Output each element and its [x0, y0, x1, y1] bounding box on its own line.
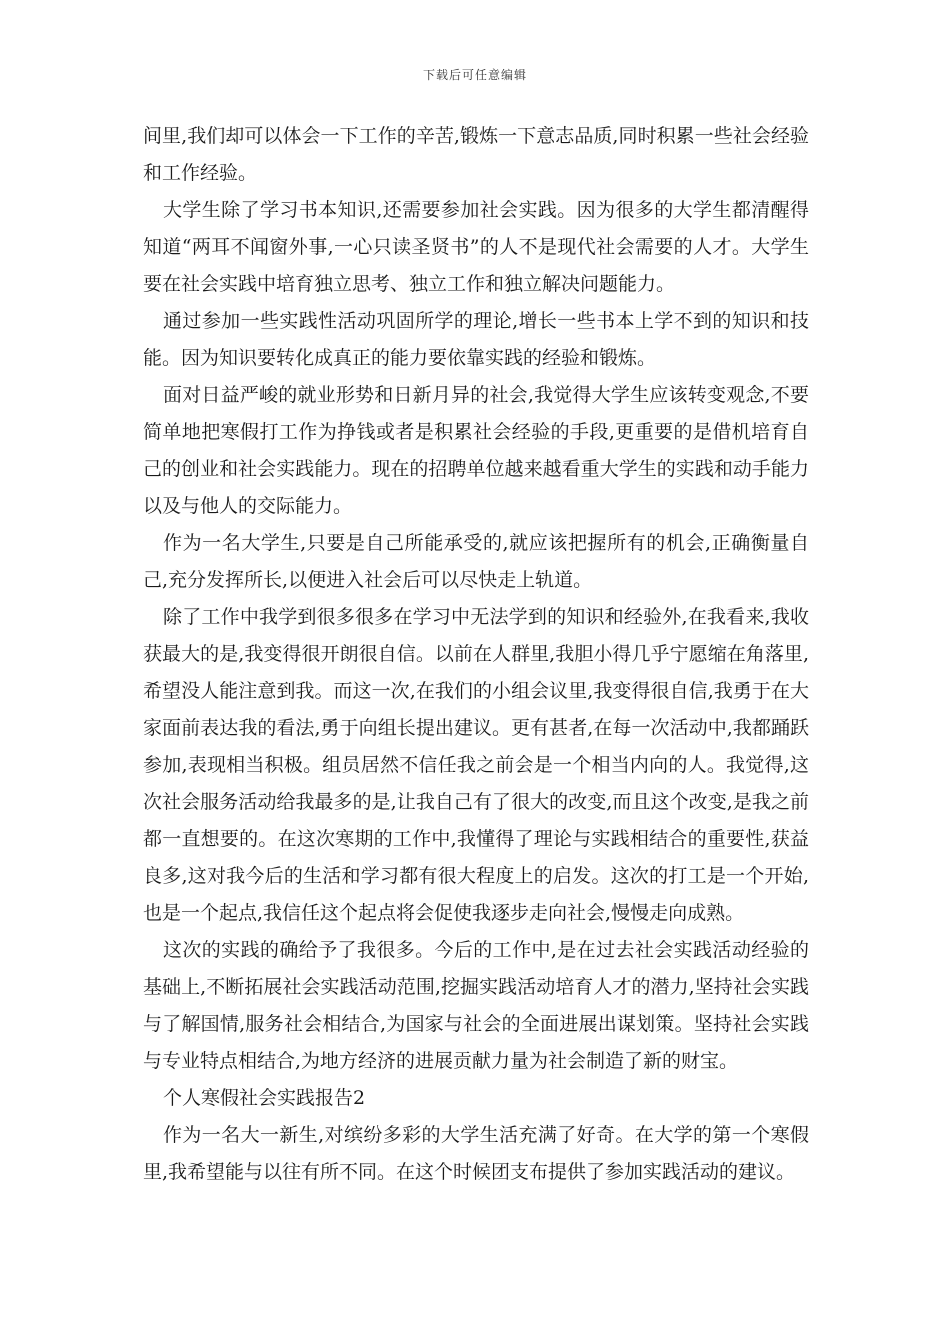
paragraph-8: 作为一名大一新生,对缤纷多彩的大学生活充满了好奇。在大学的第一个寒假里,我希望能与以往有所不同。在这个时候团支布提供了参加实践活动的建议。 — [143, 1124, 809, 1183]
paragraph-7: 这次的实践的确给予了我很多。今后的工作中,是在过去社会实践活动经验的基础上,不断拓展社会实践活动范围,挖掘实践活动培育人才的潜力,坚持社会实践与了解国情,服务社会相结合,为国家与社会的全面进展出谋划策。坚持社会实践与专业特点相结合,为地方经济的进展贡献力量为社会制造了新的财宝。 — [143, 939, 809, 1072]
paragraph-6: 除了工作中我学到很多很多在学习中无法学到的知识和经验外,在我看来,我收获最大的是,我变得很开朗很自信。以前在人群里,我胆小得几乎宁愿缩在角落里,希望没人能注意到我。而这一次,在我们的小组会议里,我变得很自信,我勇于在大家面前表达我的看法,勇于向组长提出建议。更有甚者,在每一次活动中,我都踊跃参加,表现相当积极。组员居然不信任我之前会是一个相当内向的人。我觉得,这次社会服务活动给我最多的是,让我自己有了很大的改变,而且这个改变,是我之前都一直想要的。在这次寒期的工作中,我懂得了理论与实践相结合的重要性,获益良多,这对我今后的生活和学习都有很大程度上的启发。这次的打工是一个开始,也是一个起点,我信任这个起点将会促使我逐步走向社会,慢慢走向成熟。 — [143, 606, 809, 924]
paragraph-3: 通过参加一些实践性活动巩固所学的理论,增长一些书本上学不到的知识和技能。因为知识要转化成真正的能力要依靠实践的经验和锻炼。 — [143, 310, 809, 369]
paragraph-1: 间里,我们却可以体会一下工作的辛苦,锻炼一下意志品质,同时积累一些社会经验和工作经验。 — [143, 125, 809, 184]
paragraph-5: 作为一名大学生,只要是自己所能承受的,就应该把握所有的机会,正确衡量自己,充分发挥所长,以便进入社会后可以尽快走上轨道。 — [143, 532, 809, 591]
paragraph-4: 面对日益严峻的就业形势和日新月异的社会,我觉得大学生应该转变观念,不要简单地把寒假打工作为挣钱或者是积累社会经验的手段,更重要的是借机培育自己的创业和社会实践能力。现在的招聘单位越来越看重大学生的实践和动手能力以及与他人的交际能力。 — [143, 384, 809, 517]
page-header: 下载后可任意编辑 — [422, 68, 527, 82]
document-body — [143, 118, 809, 1191]
paragraph-2: 大学生除了学习书本知识,还需要参加社会实践。因为很多的大学生都清醒得知道“两耳不闻窗外事,一心只读圣贤书”的人不是现代社会需要的人才。大学生要在社会实践中培育独立思考、独立工作和独立解决问题能力。 — [143, 199, 809, 295]
section-heading: 个人寒假社会实践报告2 — [163, 1087, 366, 1109]
